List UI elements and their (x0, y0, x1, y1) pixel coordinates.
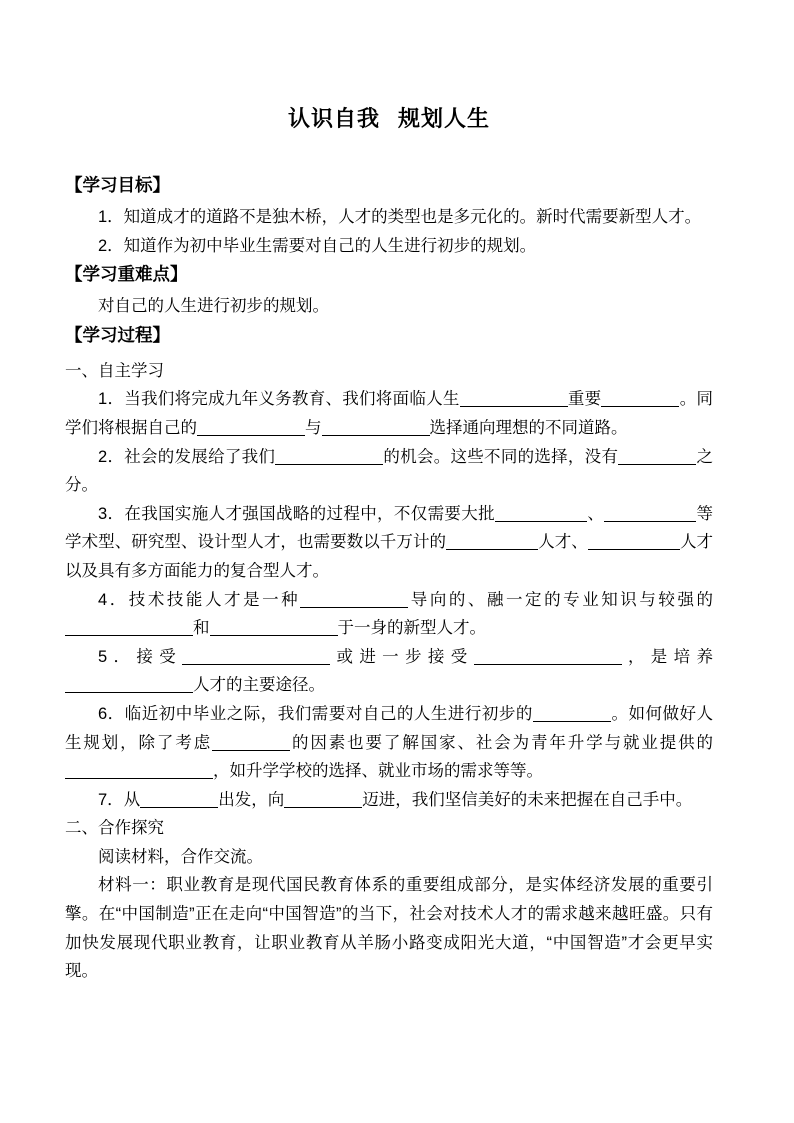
selfstudy-question-3 (65, 500, 713, 586)
objectives-block (65, 171, 713, 260)
q7-text-1: 从 (123, 790, 141, 809)
q3-number: 3． (98, 504, 125, 523)
q7-text-2: 出发，向 (218, 790, 285, 809)
spacer (65, 350, 713, 357)
q1-blank-3[interactable] (197, 418, 305, 436)
q1-text-4: 与 (305, 418, 322, 437)
q2-text-1: 社会的发展给了我们 (124, 447, 276, 466)
q7-blank-2[interactable] (284, 790, 362, 808)
q3-text-2: 、 (586, 504, 605, 523)
q7-blank-1[interactable] (140, 790, 218, 808)
part-two-intro: 阅读材料，合作交流。 (98, 847, 263, 866)
q6-text-4: ，如升学学校的选择、就业市场的需求等等。 (213, 762, 543, 781)
material-label: 材料一： (98, 876, 167, 895)
material-paragraph (65, 871, 713, 985)
title-part-1: 认识自我 (287, 106, 380, 131)
q6-blank-1[interactable] (533, 704, 611, 722)
q1-text-2: 重要 (567, 390, 602, 409)
q4-number: 4． (98, 590, 129, 609)
q6-text-3: 的因素也要了解国家、社会为青年升学与就业提供的 (290, 733, 714, 752)
q2-blank-2[interactable] (618, 447, 696, 465)
q3-text-5: 人才以及具有多方面能力的复合型人才。 (65, 533, 714, 580)
q2-blank-1[interactable] (275, 447, 383, 465)
q1-blank-1[interactable] (460, 389, 568, 407)
objective-item-1: 1．知道成才的道路不是独木桥，人才的类型也是多元化的。新时代需要新型人才。 (98, 208, 702, 226)
part-one-heading: 一、自主学习 (65, 361, 164, 380)
q1-text-5: 选择通向理想的不同道路。 (429, 418, 628, 437)
q2-text-2: 的机会。这些不同的选择，没有 (383, 447, 619, 466)
document-content (65, 0, 713, 986)
q4-text-4: 于一身的新型人才。 (337, 619, 486, 638)
q2-number: 2． (98, 447, 125, 466)
q1-text-3: 。同学们将根据自己的 (65, 390, 713, 437)
keypoints-text: 对自己的人生进行初步的规划。 (98, 297, 329, 316)
q5-text-3: ，是培养 (621, 647, 714, 666)
q6-text-2: 。如何做好人生规划，除了考虑 (65, 704, 713, 752)
q3-blank-4[interactable] (588, 532, 680, 550)
q1-blank-2[interactable] (601, 389, 679, 407)
q7-number: 7． (98, 790, 124, 809)
title-part-2: 规划人生 (398, 106, 491, 131)
q3-blank-1[interactable] (495, 504, 587, 522)
process-heading: 【学习过程】 (65, 324, 170, 345)
part-two-heading: 二、合作探究 (65, 819, 164, 838)
q3-text-1: 在我国实施人才强国战略的过程中，不仅需要大批 (124, 504, 495, 523)
q6-blank-3[interactable] (65, 761, 213, 779)
q5-text-2: 或进一步接受 (330, 647, 474, 666)
process-block (65, 321, 713, 986)
selfstudy-question-1 (65, 385, 713, 442)
q5-blank-1[interactable] (182, 647, 330, 665)
q4-blank-2[interactable] (65, 618, 193, 636)
q4-text-3: 和 (193, 619, 210, 638)
q5-number: 5． (98, 647, 137, 666)
q1-text-1: 当我们将完成九年义务教育、我们将面临人生 (124, 390, 460, 409)
q6-text-1: 临近初中毕业之际，我们需要对自己的人生进行初步的 (124, 704, 533, 723)
page-title (65, 0, 713, 134)
q1-number: 1． (98, 390, 125, 409)
q4-text-1: 技术技能人才是一种 (128, 590, 301, 609)
keypoints-block (65, 260, 713, 321)
q7-text-3: 迈进，我们坚信美好的未来把握在自己手中。 (362, 790, 693, 809)
selfstudy-question-5 (65, 643, 713, 700)
q3-text-3: 等学术型、研究型、设计型人才，也需要数以千万计的 (65, 504, 714, 552)
keypoints-heading: 【学习重难点】 (65, 264, 188, 285)
q5-text-1: 接受 (136, 647, 183, 666)
q4-blank-3[interactable] (210, 618, 338, 636)
selfstudy-question-7 (65, 786, 713, 815)
q5-blank-3[interactable] (65, 675, 193, 693)
selfstudy-question-4 (65, 586, 713, 643)
q3-text-4: 人才、 (538, 533, 588, 552)
q5-text-4: 人才的主要途径。 (193, 676, 325, 695)
q3-blank-2[interactable] (604, 504, 696, 522)
objective-item-2: 2．知道作为初中毕业生需要对自己的人生进行初步的规划。 (98, 236, 537, 255)
material-text: 职业教育是现代国民教育体系的重要组成部分，是实体经济发展的重要引擎。在“中国制造”正在走向“中国智造”的当下，社会对技术人才的需求越来越旺盛。只有加快发展现代职业教育，让职业教育从羊肠小路变成阳光大道，“中国智造”才会更早实现。 (65, 876, 714, 981)
q3-blank-3[interactable] (446, 532, 538, 550)
selfstudy-question-6 (65, 700, 713, 786)
q4-text-2: 导向的、融一定的专业知识与较强的 (408, 590, 713, 609)
selfstudy-question-2 (65, 443, 713, 500)
q6-blank-2[interactable] (212, 733, 290, 751)
objectives-heading: 【学习目标】 (65, 175, 170, 195)
q6-number: 6． (98, 704, 125, 723)
q4-blank-1[interactable] (300, 590, 408, 608)
q5-blank-2[interactable] (474, 647, 622, 665)
q1-blank-4[interactable] (322, 418, 430, 436)
q2-text-3: 之分。 (65, 447, 713, 495)
